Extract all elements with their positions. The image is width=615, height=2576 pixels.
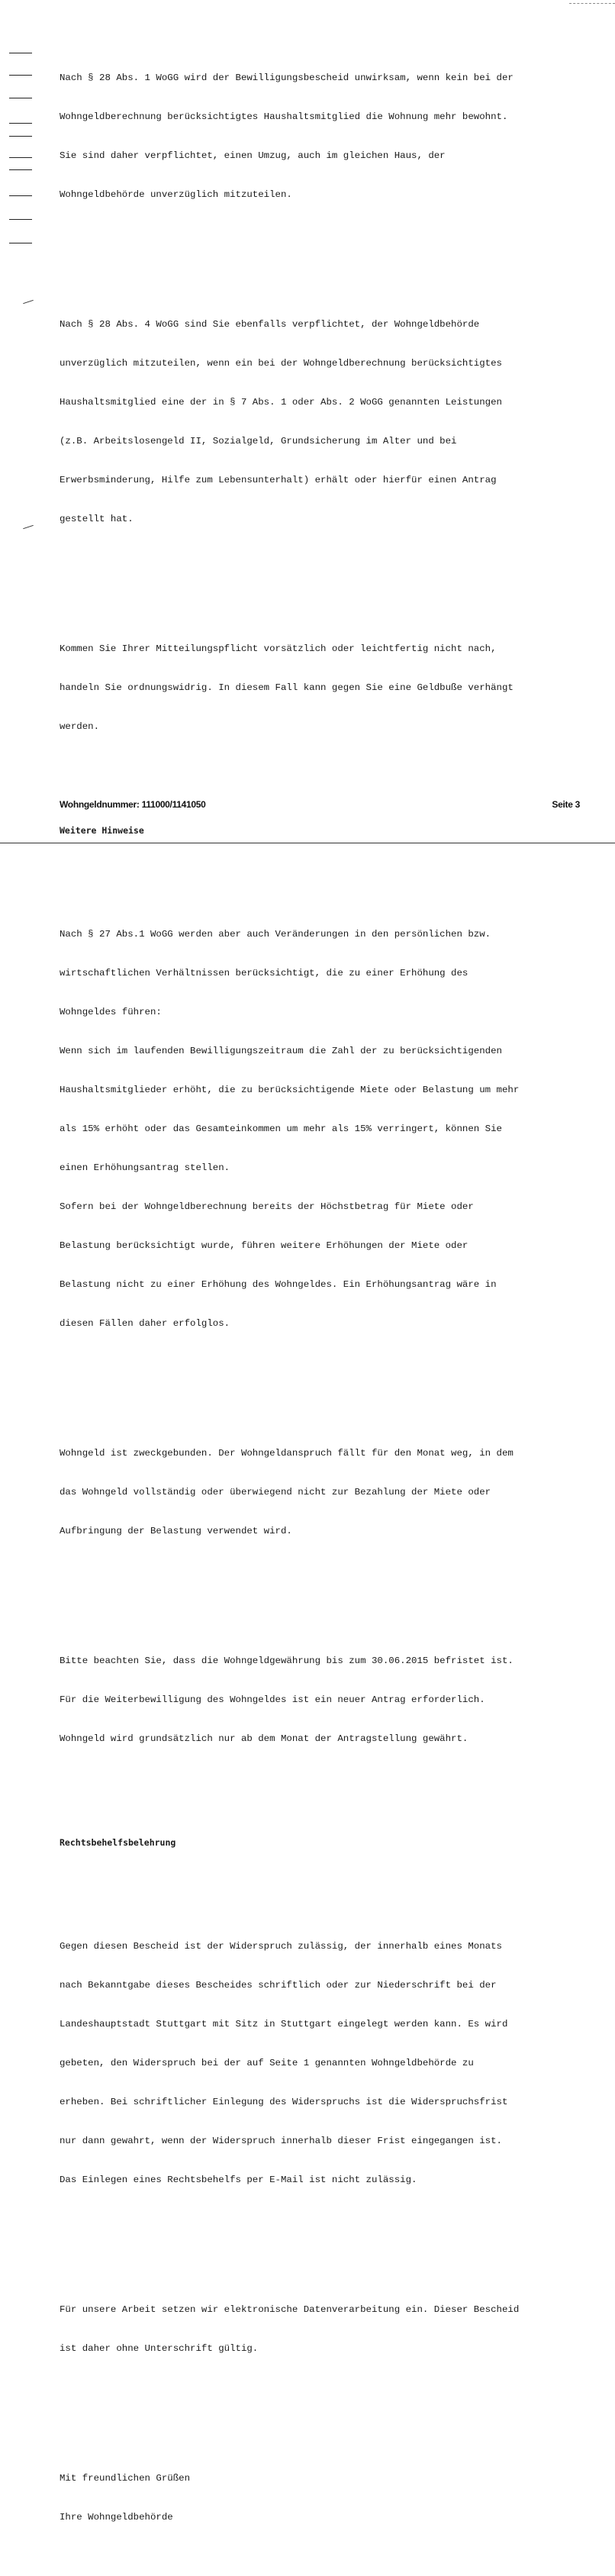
- text-line: Gegen diesen Bescheid ist der Widerspruch zulässig, der innerhalb eines Monats: [60, 1941, 502, 1952]
- text-line: gebeten, den Widerspruch bei der auf Seite 1 genannten Wohngeldbehörde zu: [60, 2058, 474, 2068]
- text-line: nur dann gewahrt, wenn der Widerspruch innerhalb dieser Frist eingegangen ist.: [60, 2136, 502, 2146]
- section-heading-weitere-hinweise: Weitere Hinweise: [60, 825, 144, 836]
- text-line: nach Bekanntgabe dieses Bescheides schriftlich oder zur Niederschrift bei der: [60, 1980, 497, 1991]
- footer-reference-number: Wohngeldnummer: 111000/1141050: [60, 799, 206, 810]
- text-line: als 15% erhöht oder das Gesamteinkommen um mehr als 15% verringert, können Sie: [60, 1124, 502, 1134]
- text-line: Haushaltsmitglieder erhöht, die zu berücksichtigende Miete oder Belastung um mehr: [60, 1085, 520, 1095]
- text-line: werden.: [60, 721, 100, 732]
- text-line: Ihre Wohngeldbehörde: [60, 2512, 173, 2523]
- text-line: das Wohngeld vollständig oder überwiegend nicht zur Bezahlung der Miete oder: [60, 1487, 491, 1498]
- text-line: Sie sind daher verpflichtet, einen Umzug, auch im gleichen Haus, der: [60, 150, 446, 161]
- text-line: Nach § 27 Abs.1 WoGG werden aber auch Veränderungen in den persönlichen bzw.: [60, 929, 491, 940]
- text-line: (z.B. Arbeitslosengeld II, Sozialgeld, Grundsicherung im Alter und bei: [60, 436, 457, 447]
- paragraph: [60, 1914, 594, 2213]
- section-heading-rechtsbehelfsbelehrung: Rechtsbehelfsbelehrung: [60, 1837, 176, 1848]
- text-line: erheben. Bei schriftlicher Einlegung des Widerspruchs ist die Widerspruchsfrist: [60, 2097, 508, 2107]
- text-line: Sofern bei der Wohngeldberechnung bereits der Höchstbetrag für Miete oder: [60, 1201, 474, 1212]
- margin-mark: [9, 75, 32, 76]
- closing: [60, 2446, 594, 2550]
- paragraph: [60, 1421, 594, 1564]
- text-line: Wohngeldbehörde unverzüglich mitzuteilen.: [60, 189, 292, 200]
- text-line: Kommen Sie Ihrer Mitteilungspflicht vorsätzlich oder leichtfertig nicht nach,: [60, 643, 497, 654]
- text-line: handeln Sie ordnungswidrig. In diesem Fall kann gegen Sie eine Geldbuße verhängt: [60, 682, 514, 693]
- text-line: Das Einlegen eines Rechtsbehelfs per E-Mail ist nicht zulässig.: [60, 2175, 417, 2185]
- text-line: gestellt hat.: [60, 514, 134, 524]
- text-line: Mit freundlichen Grüßen: [60, 2473, 191, 2484]
- text-line: Nach § 28 Abs. 1 WoGG wird der Bewilligungsbescheid unwirksam, wenn kein bei der: [60, 73, 514, 83]
- margin-tick: [23, 525, 34, 529]
- text-line: Landeshauptstadt Stuttgart mit Sitz in Stuttgart eingelegt werden kann. Es wird: [60, 2019, 508, 2030]
- margin-mark: [9, 195, 32, 196]
- text-line: diesen Fällen daher erfolglos.: [60, 1318, 230, 1329]
- margin-mark: [9, 219, 32, 220]
- text-line: Für unsere Arbeit setzen wir elektronische Datenverarbeitung ein. Dieser Bescheid: [60, 2304, 520, 2315]
- text-line: Wohngeldes führen:: [60, 1007, 162, 1017]
- text-line: Belastung nicht zu einer Erhöhung des Wohngeldes. Ein Erhöhungsantrag wäre in: [60, 1279, 497, 1290]
- margin-mark: [9, 123, 32, 124]
- text-line: einen Erhöhungsantrag stellen.: [60, 1162, 230, 1173]
- paragraph: [60, 46, 594, 227]
- text-line: Bitte beachten Sie, dass die Wohngeldgewährung bis zum 30.06.2015 befristet ist.: [60, 1656, 514, 1666]
- margin-mark: [9, 157, 32, 158]
- text-line: Wohngeld ist zweckgebunden. Der Wohngeldanspruch fällt für den Monat weg, in dem: [60, 1448, 514, 1459]
- scan-edge-mark: [569, 0, 615, 4]
- letter-body: [60, 20, 594, 2576]
- text-line: unverzüglich mitzuteilen, wenn ein bei der Wohngeldberechnung berücksichtigtes: [60, 358, 502, 369]
- text-line: Wenn sich im laufenden Bewilligungszeitraum die Zahl der zu berücksichtigenden: [60, 1046, 502, 1056]
- paragraph: [60, 2278, 594, 2381]
- paragraph: [60, 292, 594, 552]
- text-line: wirtschaftlichen Verhältnissen berücksichtigt, die zu einer Erhöhung des: [60, 968, 468, 978]
- margin-mark: [9, 169, 32, 170]
- text-line: Nach § 28 Abs. 4 WoGG sind Sie ebenfalls verpflichtet, der Wohngeldbehörde: [60, 319, 480, 330]
- text-line: Wohngeldberechnung berücksichtigtes Haushaltsmitglied die Wohnung mehr bewohnt.: [60, 111, 508, 122]
- text-line: Belastung berücksichtigt wurde, führen weitere Erhöhungen der Miete oder: [60, 1240, 468, 1251]
- footer-page-number: Seite 3: [552, 799, 580, 810]
- margin-mark: [9, 136, 32, 137]
- text-line: ist daher ohne Unterschrift gültig.: [60, 2343, 259, 2354]
- text-line: Erwerbsminderung, Hilfe zum Lebensunterhalt) erhält oder hierfür einen Antrag: [60, 475, 497, 485]
- paragraph: [60, 902, 594, 1356]
- text-line: Wohngeld wird grundsätzlich nur ab dem Monat der Antragstellung gewährt.: [60, 1733, 468, 1744]
- text-line: Aufbringung der Belastung verwendet wird.: [60, 1526, 292, 1536]
- margin-tick: [23, 300, 34, 304]
- paragraph: [60, 617, 594, 759]
- paragraph: [60, 1629, 594, 1772]
- text-line: Für die Weiterbewilligung des Wohngeldes ist ein neuer Antrag erforderlich.: [60, 1694, 485, 1705]
- text-line: Haushaltsmitglied eine der in § 7 Abs. 1 oder Abs. 2 WoGG genannten Leistungen: [60, 397, 502, 408]
